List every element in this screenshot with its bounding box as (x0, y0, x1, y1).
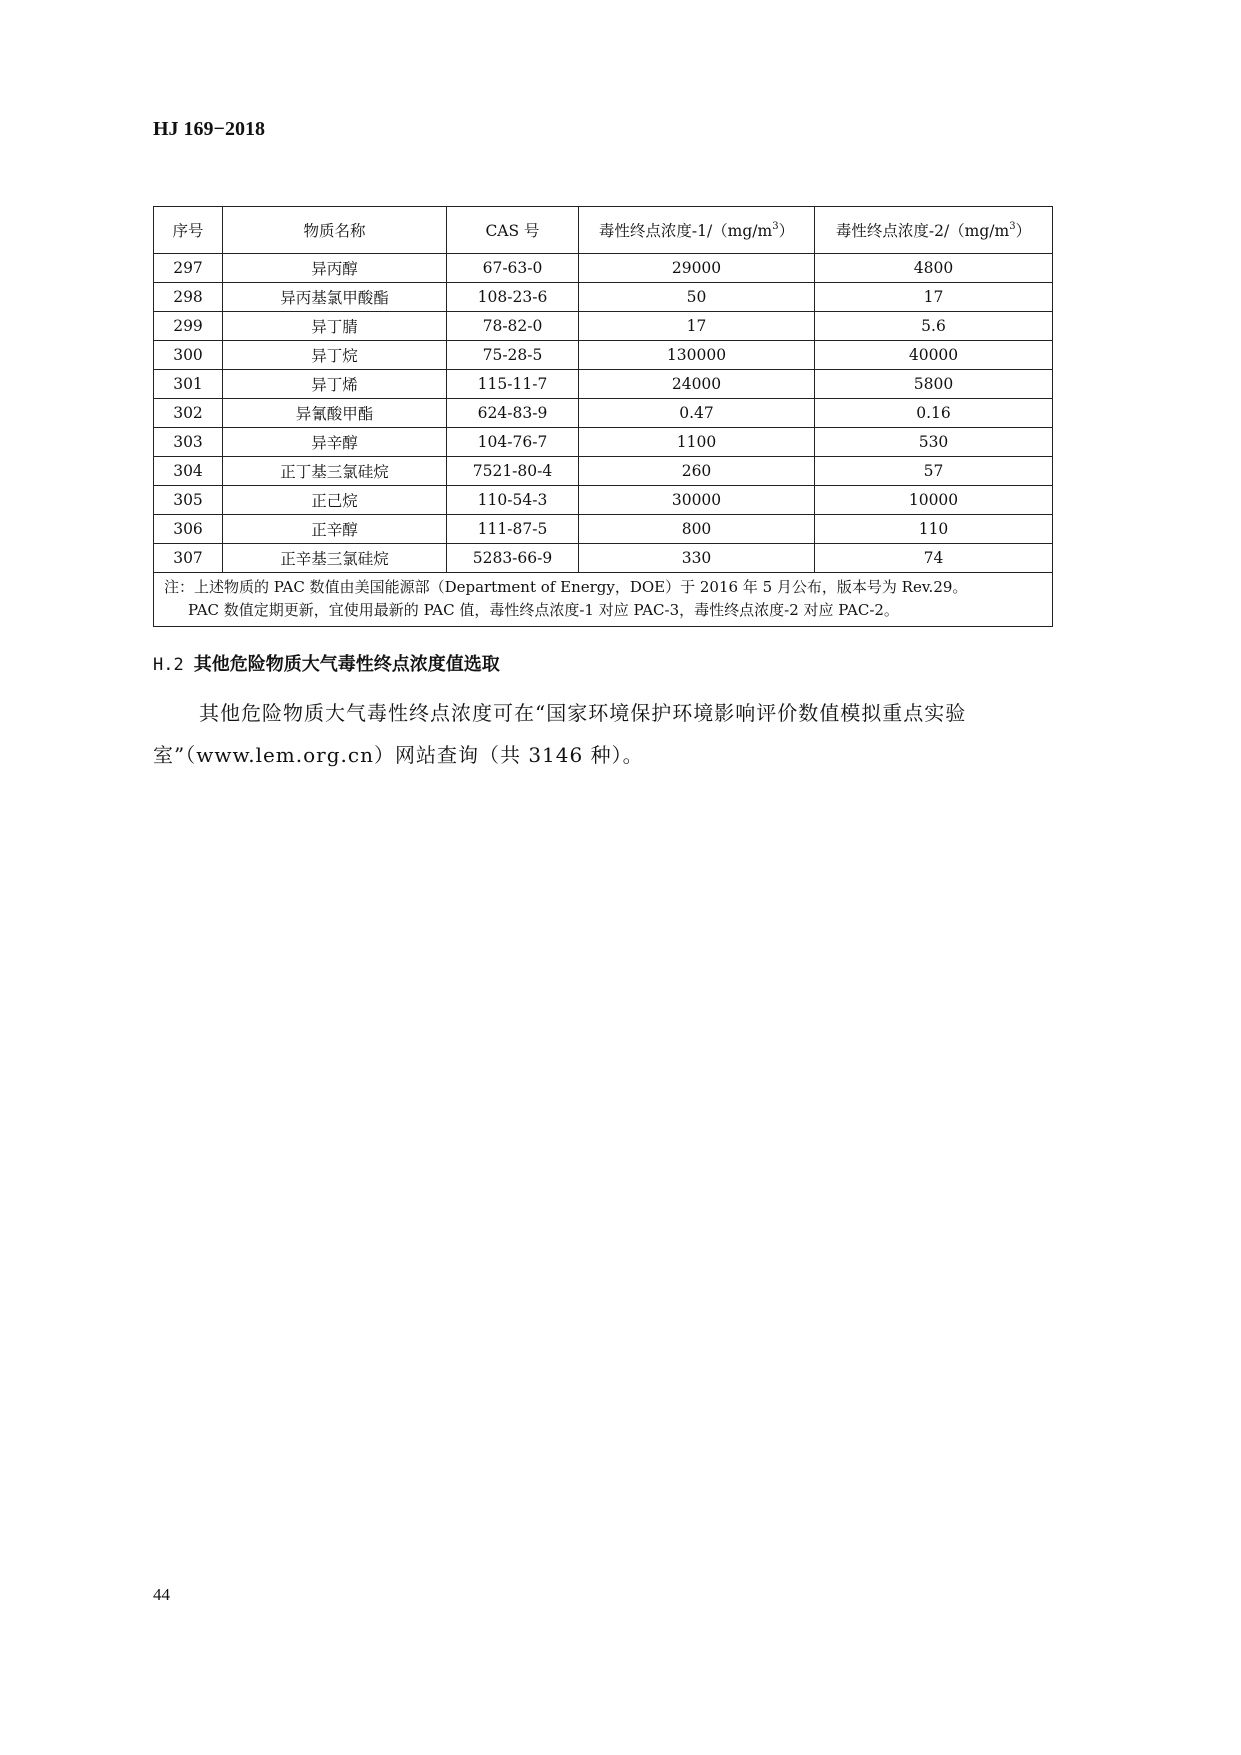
column-header-name: 物质名称 (223, 207, 447, 254)
unit-exponent: 3 (1009, 221, 1016, 232)
endpoint-1-label: 毒性终点浓度-1/（mg/m (598, 222, 773, 240)
table-row (154, 486, 1053, 515)
cell-cas: 624-83-9 (447, 399, 579, 428)
table-row (154, 544, 1053, 573)
cell-cas: 7521-80-4 (447, 457, 579, 486)
table-row (154, 370, 1053, 399)
table-row (154, 515, 1053, 544)
column-header-no: 序号 (154, 207, 223, 254)
cell-cas: 67-63-0 (447, 254, 579, 283)
cell-cas: 110-54-3 (447, 486, 579, 515)
cell-endpoint-1: 260 (579, 457, 815, 486)
cell-cas: 75-28-5 (447, 341, 579, 370)
cell-endpoint-2: 530 (815, 428, 1053, 457)
body-paragraph: 其他危险物质大气毒性终点浓度可在“国家环境保护环境影响评价数值模拟重点实验室”（www.lem.org.cn）网站查询（共 3146 种）。 (153, 701, 967, 767)
table-row (154, 428, 1053, 457)
table-note-row (154, 573, 1053, 627)
cell-name: 异丁烯 (223, 370, 447, 399)
endpoint-2-label: 毒性终点浓度-2/（mg/m (835, 222, 1010, 240)
cell-endpoint-2: 110 (815, 515, 1053, 544)
table-note-line-1: 注：上述物质的 PAC 数值由美国能源部（Department of Energy，DOE）于 2016 年 5 月公布，版本号为 Rev.29。 (164, 578, 968, 596)
table-row (154, 341, 1053, 370)
table-header-row (154, 207, 1053, 254)
unit-close: ） (1015, 222, 1032, 240)
document-code: HJ 169−2018 (153, 118, 265, 140)
cell-endpoint-2: 10000 (815, 486, 1053, 515)
unit-close: ） (778, 222, 795, 240)
cell-no: 306 (154, 515, 223, 544)
cell-endpoint-2: 17 (815, 283, 1053, 312)
cell-endpoint-2: 0.16 (815, 399, 1053, 428)
unit-exponent: 3 (772, 221, 779, 232)
column-header-endpoint-2 (815, 207, 1053, 254)
cell-endpoint-1: 50 (579, 283, 815, 312)
cell-no: 304 (154, 457, 223, 486)
section-number: H.2 (153, 655, 184, 675)
cell-no: 305 (154, 486, 223, 515)
cell-endpoint-1: 0.47 (579, 399, 815, 428)
toxicity-endpoint-table (153, 206, 1053, 627)
table-note (154, 573, 1053, 627)
cell-name: 异辛醇 (223, 428, 447, 457)
cell-name: 正丁基三氯硅烷 (223, 457, 447, 486)
cell-name: 正辛基三氯硅烷 (223, 544, 447, 573)
cell-endpoint-1: 24000 (579, 370, 815, 399)
cell-name: 异丙醇 (223, 254, 447, 283)
table-row (154, 399, 1053, 428)
section-title: 其他危险物质大气毒性终点浓度值选取 (193, 654, 500, 675)
table-note-line-2: PAC 数值定期更新，宜使用最新的 PAC 值，毒性终点浓度-1 对应 PAC-3，毒性终点浓度-2 对应 PAC-2。 (188, 601, 899, 619)
cell-endpoint-1: 800 (579, 515, 815, 544)
cell-no: 300 (154, 341, 223, 370)
cell-cas: 78-82-0 (447, 312, 579, 341)
cell-endpoint-2: 4800 (815, 254, 1053, 283)
cell-no: 302 (154, 399, 223, 428)
cell-no: 298 (154, 283, 223, 312)
cell-endpoint-1: 1100 (579, 428, 815, 457)
cell-no: 301 (154, 370, 223, 399)
cell-no: 299 (154, 312, 223, 341)
cell-endpoint-2: 57 (815, 457, 1053, 486)
cell-endpoint-2: 5800 (815, 370, 1053, 399)
table-row (154, 254, 1053, 283)
cell-no: 303 (154, 428, 223, 457)
cell-name: 异丙基氯甲酸酯 (223, 283, 447, 312)
cell-cas: 5283-66-9 (447, 544, 579, 573)
cell-cas: 108-23-6 (447, 283, 579, 312)
cell-endpoint-1: 30000 (579, 486, 815, 515)
cell-endpoint-2: 5.6 (815, 312, 1053, 341)
cell-endpoint-1: 17 (579, 312, 815, 341)
cell-name: 正己烷 (223, 486, 447, 515)
cell-endpoint-1: 130000 (579, 341, 815, 370)
cell-endpoint-1: 330 (579, 544, 815, 573)
cell-cas: 104-76-7 (447, 428, 579, 457)
cell-no: 307 (154, 544, 223, 573)
cell-name: 异丁腈 (223, 312, 447, 341)
section-heading (153, 650, 500, 676)
cell-endpoint-2: 74 (815, 544, 1053, 573)
cell-endpoint-2: 40000 (815, 341, 1053, 370)
table-row (154, 312, 1053, 341)
table-row (154, 457, 1053, 486)
cell-cas: 111-87-5 (447, 515, 579, 544)
column-header-endpoint-1 (579, 207, 815, 254)
cell-name: 正辛醇 (223, 515, 447, 544)
column-header-cas: CAS 号 (447, 207, 579, 254)
page-number: 44 (153, 1585, 170, 1604)
cell-name: 异氰酸甲酯 (223, 399, 447, 428)
cell-no: 297 (154, 254, 223, 283)
table-row (154, 283, 1053, 312)
cell-endpoint-1: 29000 (579, 254, 815, 283)
cell-name: 异丁烷 (223, 341, 447, 370)
cell-cas: 115-11-7 (447, 370, 579, 399)
